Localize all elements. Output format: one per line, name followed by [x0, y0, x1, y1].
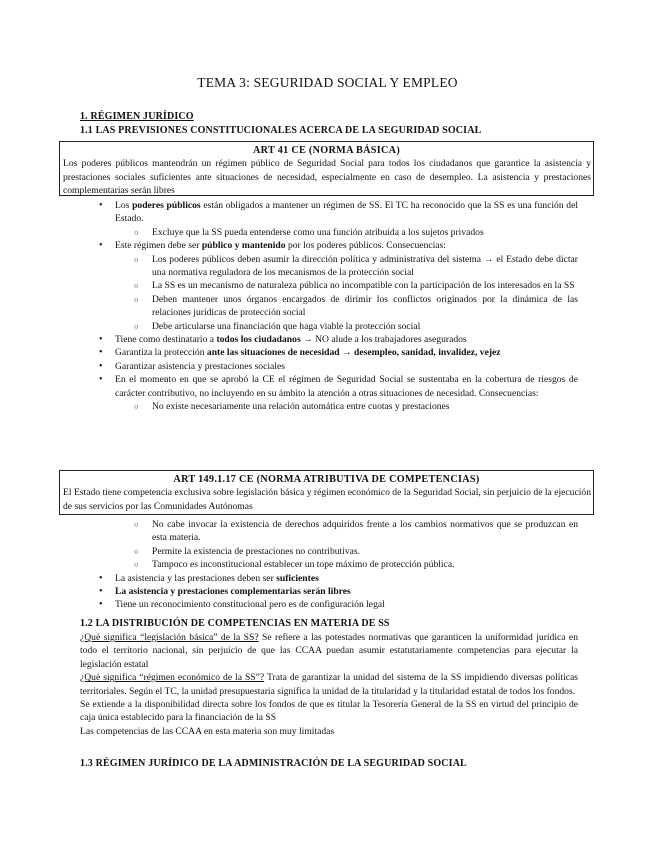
question-link: ¿Qué significa “régimen económico de la SS”? [80, 672, 265, 684]
section-1-2-heading: 1.2 LA DISTRIBUCIÓN DE COMPETENCIAS EN MATERIA DE SS [80, 618, 390, 629]
art-149-title: ART 149.1.17 CE (NORMA ATRIBUTIVA DE COMPETENCIAS) [173, 474, 480, 485]
list-item: ○ Los poderes públicos deben asumir la dirección política y administrativa del sistema → el Estado debe dictar una normativa reguladora de los mecanismos de la protección social [80, 253, 578, 280]
section-1-1-heading: 1.1 LAS PREVISIONES CONSTITUCIONALES ACERCA DE LA SEGURIDAD SOCIAL [80, 125, 482, 136]
art-41-text: Los poderes públicos mantendrán un régimen público de Seguridad Social para todos los ciudadanos que garantice la asistencia y prestaciones sociales suficientes ante situaciones de necesidad, especialmente en caso de desempleo. La asistencia y prestaciones complementarias serán libres [63, 158, 591, 197]
list-item: • La asistencia y las prestaciones deben ser suficientes [80, 572, 578, 585]
document-title: TEMA 3: SEGURIDAD SOCIAL Y EMPLEO [197, 75, 458, 90]
list-item: • Garantizar asistencia y prestaciones sociales [80, 360, 578, 373]
list-item: ○ No existe necesariamente una relación automática entre cuotas y prestaciones [80, 400, 578, 413]
list-item: ○ Tampoco es inconstitucional establecer un tope máximo de protección pública. [80, 558, 578, 571]
list-item: • En el momento en que se aprobó la CE el régimen de Seguridad Social se sustentaba en la cobertura de riesgos de carácter contributivo, no incluyendo en su ámbito la atención a otras situaciones de necesidad. Consecuencias: [80, 373, 578, 400]
bullet-list-1 [80, 199, 578, 414]
art-149-text: El Estado tiene competencia exclusiva sobre legislación básica y régimen económico de la Seguridad Social, sin perjuicio de la ejecución de sus servicios por las Comunidades Autónomas [63, 487, 591, 512]
list-item: • Tiene un reconocimiento constitucional pero es de configuración legal [80, 598, 578, 611]
list-item: ○ No cabe invocar la existencia de derechos adquiridos frente a los cambios normativos que se produzcan en esta materia. [80, 518, 578, 545]
list-item: • Garantiza la protección ante las situaciones de necesidad → desempleo, sanidad, invalidez, vejez [80, 346, 578, 359]
list-item: • Los poderes públicos están obligados a mantener un régimen de SS. El TC ha reconocido que la SS es una función del Estado. [80, 199, 578, 226]
list-item: • Este régimen debe ser público y mantenido por los poderes públicos. Consecuencias: [80, 239, 578, 252]
list-item: ○ Permite la existencia de prestaciones no contributivas. [80, 545, 578, 558]
section-1-3-heading: 1.3 RÉGIMEN JURÍDICO DE LA ADMINISTRACIÓN DE LA SEGURIDAD SOCIAL [80, 758, 467, 769]
art-41-box [59, 141, 594, 196]
list-item: • La asistencia y prestaciones complementarias serán libres [80, 585, 578, 598]
list-item: ○ Deben mantener unos órganos encargados de dirimir los conflictos originados por la dinámica de las relaciones jurídicas de protección social [80, 293, 578, 320]
paragraph: ¿Qué significa “régimen económico de la SS”? Trata de garantizar la unidad del sistema de la SS impidiendo diversas políticas territoriales. Según el TC, la unidad presupuestaria significa la unidad de la titularidad y la titularidad estatal de todos los fondos. [80, 672, 578, 697]
question-link: ¿Qué significa “legislación básica” de la SS? [80, 632, 259, 643]
section-1-2-body [80, 631, 578, 738]
list-item: • Tiene como destinatario a todos los ciudadanos → NO alude a los trabajadores asegurados [80, 333, 578, 346]
section-1-heading: 1. RÉGIMEN JURÍDICO [80, 111, 194, 122]
paragraph: Las competencias de las CCAA en esta materia son muy limitadas [80, 725, 335, 737]
list-item: ○ La SS es un mecanismo de naturaleza pública no incompatible con la participación de los interesados en la SS [80, 279, 578, 292]
bullet-list-2 [80, 518, 578, 612]
art-41-title: ART 41 CE (NORMA BÁSICA) [252, 145, 401, 156]
art-149-box [59, 470, 594, 515]
paragraph: ¿Qué significa “legislación básica” de la SS? Se refiere a las potestades normativas que garanticen la uniformidad jurídica en todo el territorio nacional, sin perjuicio de que las CCAA puedan asumir estatutariamente competencias para ejecutar la legislación estatal [80, 632, 578, 670]
list-item: ○ Debe articularse una financiación que haga viable la protección social [80, 320, 578, 333]
paragraph: Se extiende a la disponibilidad directa sobre los fondos de que es titular la Tesorería General de la SS en virtud del principio de caja única establecido para la financiación de la SS [80, 699, 578, 724]
list-item: ○ Excluye que la SS pueda entenderse como una función atribuida a los sujetos privados [80, 226, 578, 239]
